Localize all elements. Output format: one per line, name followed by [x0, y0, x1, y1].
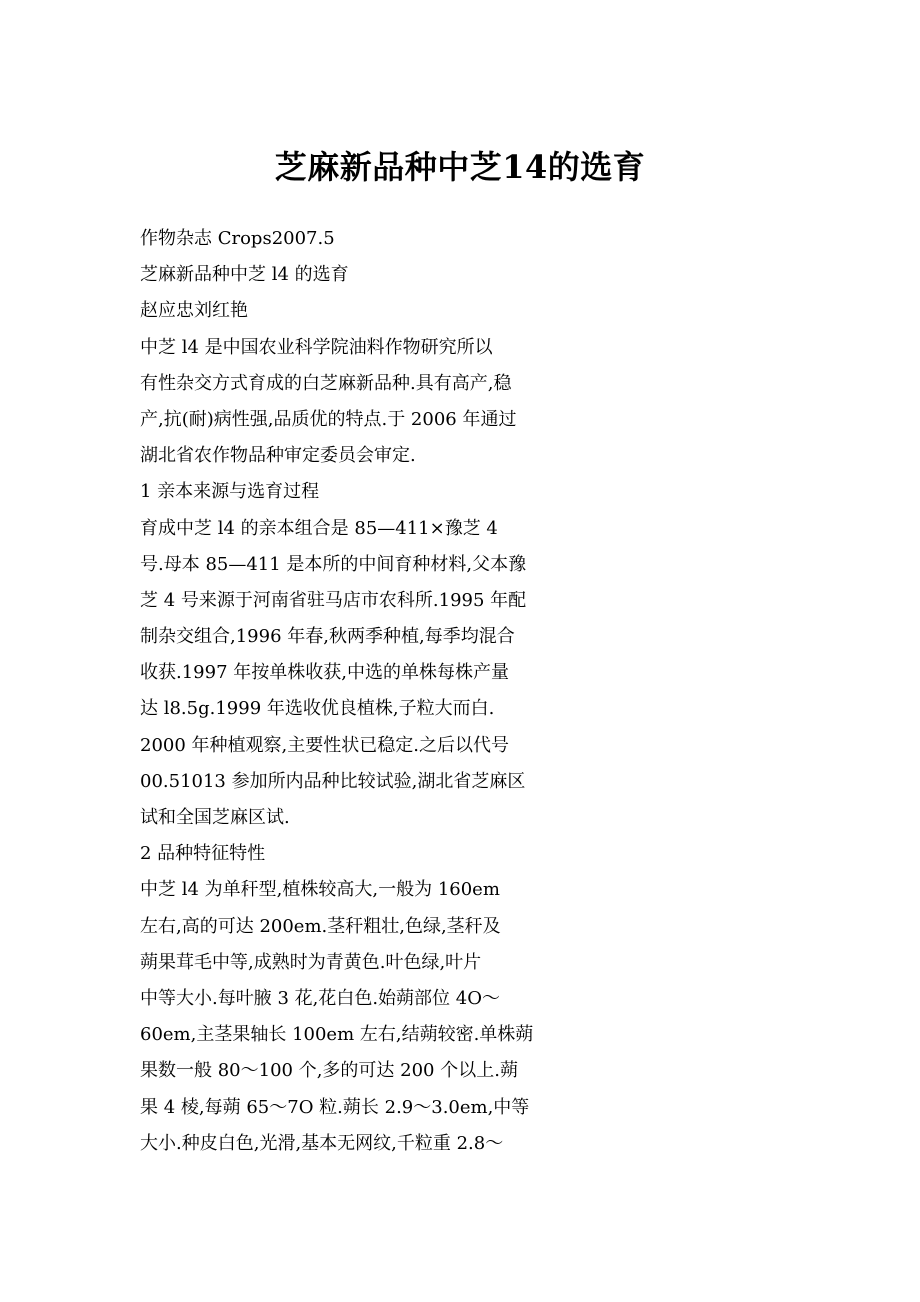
text-line: 有性杂交方式育成的白芝麻新品种.具有高产,稳	[140, 372, 512, 394]
article-title-line: 芝麻新品种中芝 l4 的选育	[140, 264, 349, 286]
text-line: 60em,主茎果轴长 100em 左右,结蒴较密.单株蒴	[140, 1024, 534, 1046]
text-line: 达 l8.5g.1999 年选收优良植株,子粒大而白.	[140, 698, 495, 720]
document-body	[140, 221, 780, 1162]
author-line: 赵应忠刘红艳	[140, 300, 248, 322]
text-line: 2000 年种植观察,主要性状已稳定.之后以代号	[140, 734, 509, 756]
section-heading: 1 亲本来源与选育过程	[140, 481, 320, 503]
journal-citation: 作物杂志 Crops2007.5	[140, 228, 335, 249]
text-line: 试和全国芝麻区试.	[140, 807, 290, 828]
text-line: 中芝 l4 是中国农业科学院油料作物研究所以	[140, 336, 493, 358]
page-title: 芝麻新品种中芝14的选育	[274, 148, 646, 186]
text-line: 中芝 l4 为单秆型,植株较高大,一般为 160em	[140, 879, 500, 901]
text-line: 湖北省农作物品种审定委员会审定.	[140, 445, 416, 467]
text-line: 育成中芝 l4 的亲本组合是 85—411×豫芝 4	[140, 517, 498, 539]
text-line: 果 4 棱,每蒴 65～7O 粒.蒴长 2.9～3.0em,中等	[140, 1096, 530, 1118]
text-line: 收获.1997 年按单株收获,中选的单株每株产量	[140, 662, 509, 684]
section-heading: 2 品种特征特性	[140, 843, 266, 865]
text-line: 大小.种皮白色,光滑,基本无网纹,千粒重 2.8～	[140, 1132, 504, 1154]
text-line: 产,抗(耐)病性强,品质优的特点.于 2006 年通过	[140, 408, 517, 430]
text-line: 左右,高的可达 200em.茎秆粗壮,色绿,茎秆及	[140, 915, 501, 937]
text-line: 果数一般 80～100 个,多的可达 200 个以上.蒴	[140, 1060, 518, 1082]
text-line: 中等大小.每叶腋 3 花,花白色.始蒴部位 4O～	[140, 987, 500, 1009]
text-line: 芝 4 号来源于河南省驻马店市农科所.1995 年配	[140, 589, 527, 611]
text-line: 00.51013 参加所内品种比较试验,湖北省芝麻区	[140, 770, 526, 792]
text-line: 号.母本 85—411 是本所的中间育种材料,父本豫	[140, 553, 527, 575]
text-line: 蒴果茸毛中等,成熟时为青黄色.叶色绿,叶片	[140, 951, 482, 973]
text-line: 制杂交组合,1996 年春,秋两季种植,每季均混合	[140, 626, 515, 648]
